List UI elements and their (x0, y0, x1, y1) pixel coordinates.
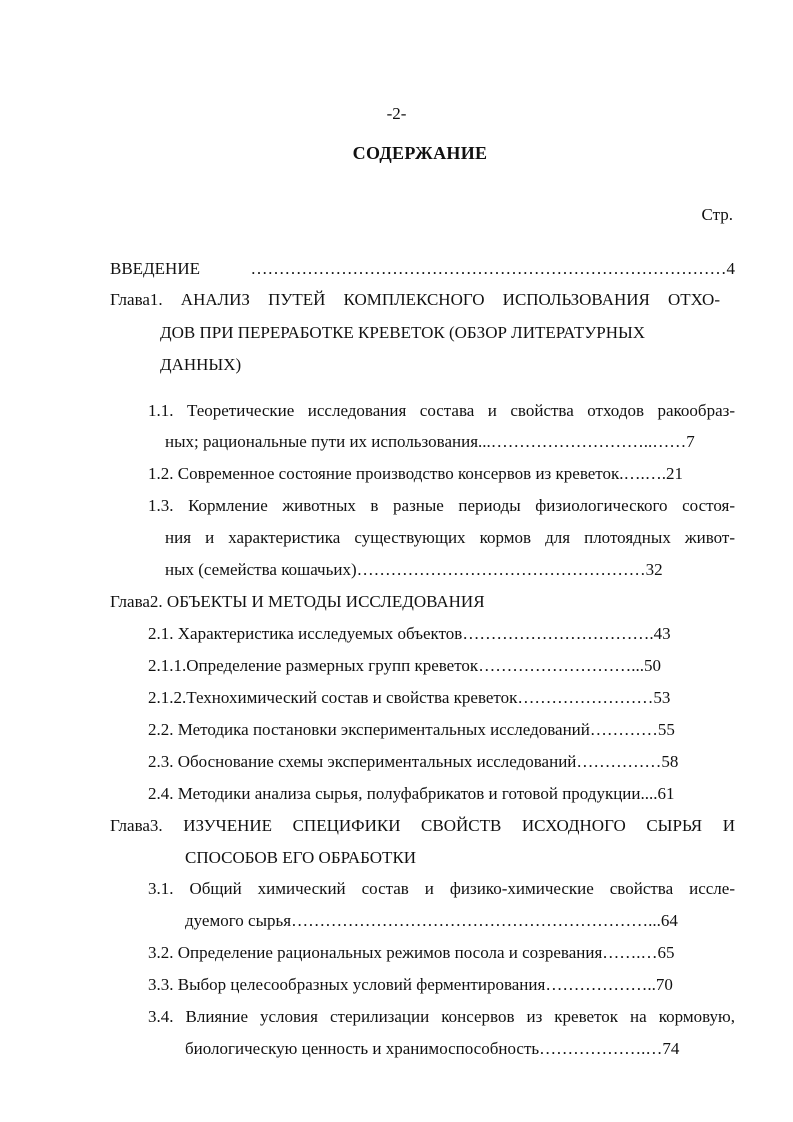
page-column-label: Стр. (701, 205, 733, 224)
toc-section-2-1: 2.1. Характеристика исследуемых объектов…………………………….43 (148, 624, 671, 643)
toc-section-3-4-line-2: биологическую ценность и хранимоспособность……………….…74 (185, 1039, 680, 1058)
toc-section-2-2: 2.2. Методика постановки экспериментальных исследований…………55 (148, 720, 675, 739)
toc-chapter-1-line-3: ДАННЫХ) (160, 355, 242, 374)
toc-chapter-1-line-2: ДОВ ПРИ ПЕРЕРАБОТКЕ КРЕВЕТОК (ОБЗОР ЛИТЕРАТУРНЫХ (160, 323, 646, 342)
page-title: СОДЕРЖАНИЕ (352, 143, 488, 163)
toc-section-2-4: 2.4. Методики анализа сырья, полуфабрикатов и готовой продукции....61 (148, 784, 675, 803)
toc-section-1-3-line-2: ния и характеристика существующих кормов для плотоядных живот- (165, 528, 735, 547)
toc-section-2-3: 2.3. Обоснование схемы экспериментальных исследований……………58 (148, 752, 679, 771)
toc-chapter-1-line-1: Глава1. АНАЛИЗ ПУТЕЙ КОМПЛЕКСНОГО ИСПОЛЬЗОВАНИЯ ОТХО- (110, 290, 720, 309)
toc-section-1-2: 1.2. Современное состояние производство консервов из креветок.….….21 (148, 464, 684, 483)
toc-section-1-3-line-1: 1.3. Кормление животных в разные периоды физиологического состоя- (148, 496, 735, 515)
toc-section-3-3: 3.3. Выбор целесообразных условий ферментирования………………..70 (148, 975, 673, 994)
toc-section-3-2: 3.2. Определение рациональных режимов посола и созревания…….…65 (148, 943, 675, 962)
toc-section-1-3-line-3: ных (семейства кошачьих)……………………………………………32 (165, 560, 663, 579)
toc-section-2-1-1: 2.1.1.Определение размерных групп креветок………………………...50 (148, 656, 661, 675)
toc-section-1-1-line-2: ных; рациональные пути их использования...………………………..……7 (165, 432, 695, 451)
toc-section-3-1-line-1: 3.1. Общий химический состав и физико-химические свойства иссле- (148, 879, 735, 898)
toc-section-3-1-line-2: дуемого сырья………………………………………………………...64 (185, 911, 678, 930)
toc-section-1-1-line-1: 1.1. Теоретические исследования состава и свойства отходов ракообраз- (148, 401, 735, 420)
toc-chapter-2: Глава2. ОБЪЕКТЫ И МЕТОДЫ ИССЛЕДОВАНИЯ (110, 592, 485, 611)
toc-section-2-1-2: 2.1.2.Технохимический состав и свойства креветок……………………53 (148, 688, 671, 707)
page-number: -2- (386, 104, 407, 123)
toc-chapter-3-line-2: СПОСОБОВ ЕГО ОБРАБОТКИ (185, 848, 417, 867)
toc-section-3-4-line-1: 3.4. Влияние условия стерилизации консервов из креветок на кормовую, (148, 1007, 735, 1026)
toc-entry-introduction: ВВЕДЕНИЕ …………………………………………………………………………4 (110, 259, 735, 278)
toc-chapter-3-line-1: Глава3. ИЗУЧЕНИЕ СПЕЦИФИКИ СВОЙСТВ ИСХОДНОГО СЫРЬЯ И (110, 816, 735, 835)
